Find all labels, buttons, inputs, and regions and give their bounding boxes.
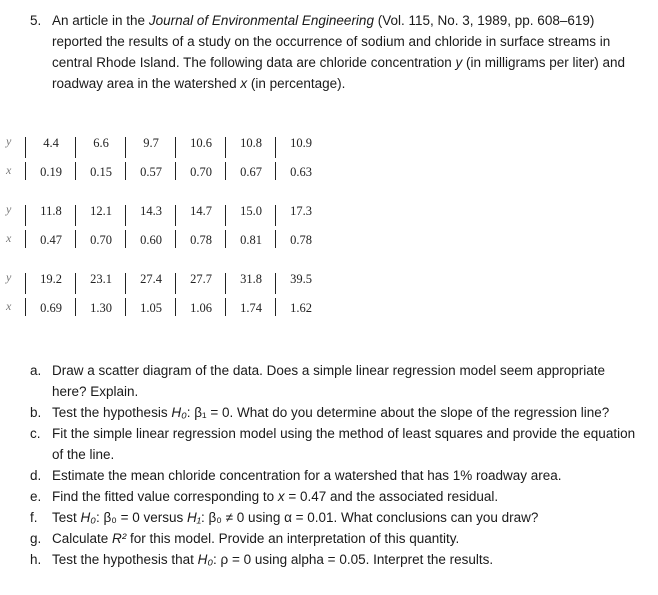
y-value-cell: 19.2 [40, 272, 62, 286]
column-divider [275, 230, 276, 248]
part-letter: h. [30, 552, 42, 567]
x-row-label: x [6, 163, 12, 177]
problem-number: 5. [30, 13, 42, 28]
column-divider [225, 205, 226, 226]
column-divider [75, 162, 76, 180]
question-part [30, 402, 640, 423]
x-value-cell: 1.62 [290, 301, 312, 315]
problem-statement [30, 10, 640, 94]
part-text: H₀ [197, 552, 214, 567]
problem-text-part: An article in the [52, 13, 149, 28]
y-value-cell: 15.0 [240, 204, 262, 218]
column-divider [225, 162, 226, 180]
column-divider [225, 137, 226, 158]
x-value-cell: 1.74 [240, 301, 262, 315]
part-text: Estimate the mean chloride concentration for a watershed that has 1% roadway area. [52, 468, 562, 483]
y-value-cell: 27.4 [140, 272, 162, 286]
column-divider [25, 205, 26, 226]
x-value-cell: 0.60 [140, 233, 162, 247]
y-row-label: y [6, 134, 12, 148]
part-letter: e. [30, 489, 42, 504]
question-part [30, 423, 640, 465]
x-value-cell: 1.06 [190, 301, 212, 315]
column-divider [25, 273, 26, 294]
column-divider [125, 230, 126, 248]
part-text: H₀ [80, 510, 96, 525]
problem-text [52, 10, 640, 94]
x-value-cell: 0.67 [240, 165, 262, 179]
y-value-cell: 23.1 [90, 272, 112, 286]
part-letter: g. [30, 531, 42, 546]
x-row [0, 294, 330, 323]
question-part [30, 528, 640, 549]
journal-name: Journal of Environmental Engineering [148, 13, 374, 28]
x-value-cell: 0.81 [240, 233, 262, 247]
y-value-cell: 11.8 [40, 204, 62, 218]
x-value-cell: 0.70 [190, 165, 212, 179]
y-value-cell: 10.6 [190, 136, 212, 150]
y-value-cell: 27.7 [190, 272, 212, 286]
question-part [30, 507, 640, 528]
part-text: H [171, 405, 182, 420]
y-value-cell: 39.5 [290, 272, 312, 286]
column-divider [75, 230, 76, 248]
part-letter: a. [30, 363, 42, 378]
column-divider [25, 162, 26, 180]
part-text: Test the hypothesis [52, 405, 172, 420]
part-letter: c. [30, 426, 41, 441]
column-divider [75, 137, 76, 158]
part-text: : β₀ = 0 versus [95, 510, 187, 525]
column-divider [125, 273, 126, 294]
y-row-label: y [6, 270, 12, 284]
column-divider [175, 162, 176, 180]
column-divider [275, 298, 276, 316]
part-text: Draw a scatter diagram of the data. Does a simple linear regression model seem appropriate here? Explain. [52, 363, 606, 399]
y-variable: y [455, 55, 463, 70]
column-divider [175, 205, 176, 226]
column-divider [275, 205, 276, 226]
y-value-cell: 9.7 [143, 136, 159, 150]
part-text: Test the hypothesis that [52, 552, 198, 567]
column-divider [225, 230, 226, 248]
x-value-cell: 0.15 [90, 165, 112, 179]
column-divider [275, 273, 276, 294]
x-value-cell: 0.78 [190, 233, 212, 247]
data-block [0, 129, 330, 187]
column-divider [25, 230, 26, 248]
column-divider [125, 298, 126, 316]
question-part [30, 486, 640, 507]
x-row-label: x [6, 299, 12, 313]
data-block [0, 265, 330, 323]
part-text: R² [112, 531, 127, 546]
part-letter: b. [30, 405, 42, 420]
part-text: Fit the simple linear regression model using the method of least squares and provide the equation of the line. [52, 426, 636, 462]
x-row [0, 158, 330, 187]
x-value-cell: 0.69 [40, 301, 62, 315]
problem-text-part: (in percentage). [247, 76, 346, 91]
y-row-label: y [6, 202, 12, 216]
question-part [30, 465, 640, 486]
part-text: Test [52, 510, 81, 525]
column-divider [125, 137, 126, 158]
x-value-cell: 1.30 [90, 301, 112, 315]
part-text: Find the fitted value corresponding to [52, 489, 278, 504]
data-block [0, 197, 330, 255]
column-divider [275, 162, 276, 180]
column-divider [75, 205, 76, 226]
y-value-cell: 14.3 [140, 204, 162, 218]
column-divider [175, 298, 176, 316]
y-value-cell: 17.3 [290, 204, 312, 218]
column-divider [25, 137, 26, 158]
x-value-cell: 0.47 [40, 233, 62, 247]
part-text: Calculate [52, 531, 113, 546]
part-text: ₀ [181, 405, 187, 420]
x-value-cell: 0.78 [290, 233, 312, 247]
x-variable: x [240, 76, 248, 91]
y-value-cell: 10.8 [240, 136, 262, 150]
y-row [0, 265, 330, 294]
y-value-cell: 10.9 [290, 136, 312, 150]
column-divider [175, 230, 176, 248]
y-row [0, 197, 330, 226]
y-value-cell: 4.4 [43, 136, 59, 150]
y-value-cell: 31.8 [240, 272, 262, 286]
part-letter: f. [30, 510, 38, 525]
x-value-cell: 0.70 [90, 233, 112, 247]
column-divider [25, 298, 26, 316]
y-value-cell: 14.7 [190, 204, 212, 218]
part-text: : ρ = 0 using alpha = 0.05. Interpret the results. [213, 552, 494, 567]
part-text: : β₀ ≠ 0 using α = 0.01. What conclusions can you draw? [201, 510, 539, 525]
column-divider [175, 273, 176, 294]
column-divider [125, 162, 126, 180]
problem-text-part: (in milligrams per liter) and roadway area in the watershed [52, 55, 626, 91]
column-divider [225, 298, 226, 316]
x-value-cell: 1.05 [140, 301, 162, 315]
part-text: = 0.47 and the associated residual. [284, 489, 499, 504]
question-part [30, 549, 640, 570]
x-value-cell: 0.19 [40, 165, 62, 179]
x-value-cell: 0.57 [140, 165, 162, 179]
y-row [0, 129, 330, 158]
part-text: H₁ [187, 510, 202, 525]
x-row-label: x [6, 231, 12, 245]
problem-text-part: (Vol. 115, No. 3, 1989, pp. 608–619) reported the results of a study on the occurrence of sodium and chloride in surface streams in central Rhode Island. The following data are chloride concentration [52, 13, 611, 70]
column-divider [75, 298, 76, 316]
column-divider [275, 137, 276, 158]
y-value-cell: 6.6 [93, 136, 109, 150]
part-text: : β₁ = 0. What do you determine about the slope of the regression line? [186, 405, 610, 420]
column-divider [175, 137, 176, 158]
part-text: for this model. Provide an interpretation of this quantity. [126, 531, 460, 546]
column-divider [225, 273, 226, 294]
part-text: x [277, 489, 285, 504]
question-parts [30, 360, 640, 570]
x-value-cell: 0.63 [290, 165, 312, 179]
part-letter: d. [30, 468, 42, 483]
column-divider [75, 273, 76, 294]
x-row [0, 226, 330, 255]
column-divider [125, 205, 126, 226]
question-part [30, 360, 640, 402]
y-value-cell: 12.1 [90, 204, 112, 218]
